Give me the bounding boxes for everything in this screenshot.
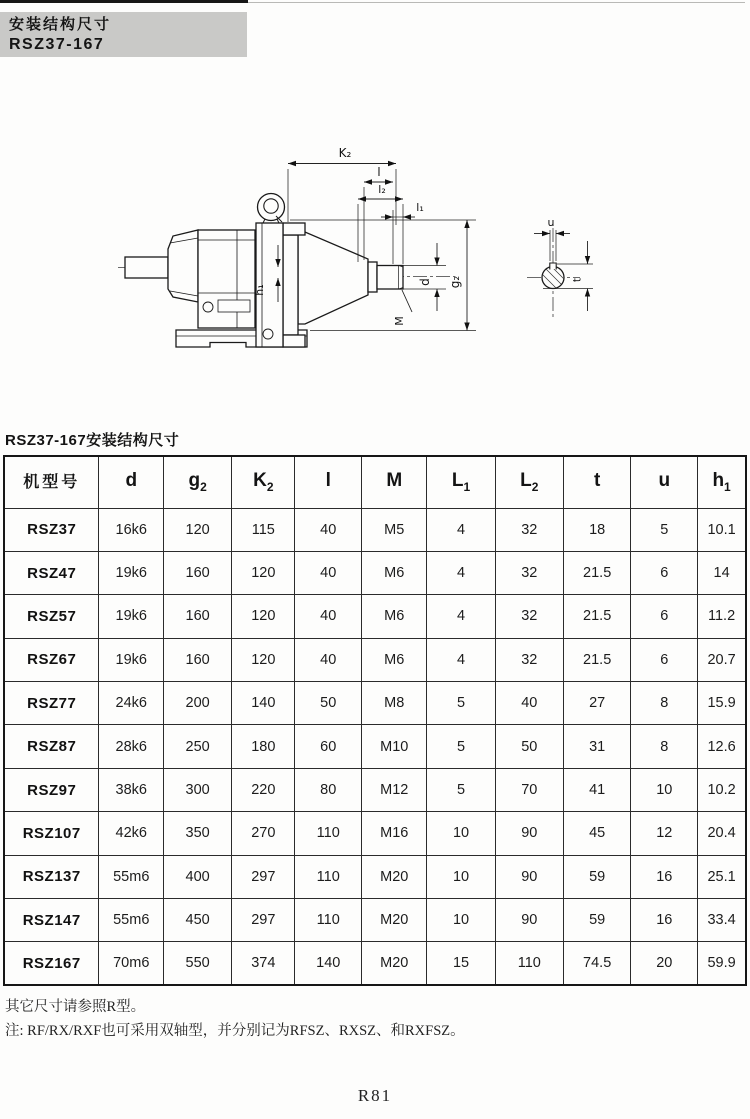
header-symbol: u xyxy=(658,470,671,492)
table-row xyxy=(4,899,746,942)
table-cell: M20 xyxy=(362,899,427,942)
header-subscript: 1 xyxy=(463,480,471,495)
table-cell: M16 xyxy=(362,812,427,855)
table-cell: M8 xyxy=(362,682,427,725)
table-cell: 59 xyxy=(563,899,631,942)
table-cell: M6 xyxy=(362,595,427,638)
header-symbol: K xyxy=(253,470,267,492)
model-cell: RSZ137 xyxy=(4,855,99,898)
table-cell: 32 xyxy=(495,638,563,681)
dim-label-g2: g₂ xyxy=(448,275,462,289)
header-cell xyxy=(563,456,631,508)
table-cell: 31 xyxy=(563,725,631,768)
table-cell: 160 xyxy=(164,551,232,594)
note-reference: 其它尺寸请参照R型。 xyxy=(5,999,146,1015)
header-symbol: d xyxy=(125,470,138,492)
table-cell: 19k6 xyxy=(99,638,164,681)
table-cell: M6 xyxy=(362,638,427,681)
reducer-side-view xyxy=(125,194,403,348)
table-cell: 4 xyxy=(427,595,495,638)
table-cell: 80 xyxy=(295,768,362,811)
table-cell: 21.5 xyxy=(563,595,631,638)
header-symbol: 机型号 xyxy=(23,474,81,492)
table-cell: 33.4 xyxy=(698,899,746,942)
table-cell: 16 xyxy=(631,855,698,898)
table-cell: 4 xyxy=(427,551,495,594)
dim-label-k2: K₂ xyxy=(338,146,352,160)
table-cell: 20.4 xyxy=(698,812,746,855)
table-cell: 59 xyxy=(563,855,631,898)
table-cell: 110 xyxy=(295,812,362,855)
model-cell: RSZ77 xyxy=(4,682,99,725)
table-row xyxy=(4,768,746,811)
table-cell: 10.2 xyxy=(698,768,746,811)
table-cell: 160 xyxy=(164,595,232,638)
table-cell: 6 xyxy=(631,638,698,681)
table-cell: 32 xyxy=(495,508,563,551)
table-row xyxy=(4,595,746,638)
table-cell: 14 xyxy=(698,551,746,594)
table-cell: 300 xyxy=(164,768,232,811)
table-cell: 50 xyxy=(495,725,563,768)
table-cell: 16k6 xyxy=(99,508,164,551)
table-row xyxy=(4,551,746,594)
table-cell: 250 xyxy=(164,725,232,768)
table-cell: 160 xyxy=(164,638,232,681)
header-cell xyxy=(698,456,746,508)
technical-drawing xyxy=(0,128,750,403)
table-cell: 18 xyxy=(563,508,631,551)
header-symbol: L xyxy=(520,470,532,492)
table-cell: 120 xyxy=(232,595,295,638)
table-cell: 10 xyxy=(631,768,698,811)
table-cell: 350 xyxy=(164,812,232,855)
header-cell xyxy=(631,456,698,508)
table-cell: 5 xyxy=(631,508,698,551)
table-cell: 15 xyxy=(427,942,495,985)
table-cell: 4 xyxy=(427,638,495,681)
table-cell: 70m6 xyxy=(99,942,164,985)
table-cell: 270 xyxy=(232,812,295,855)
header-symbol: l xyxy=(325,470,331,492)
table-cell: 8 xyxy=(631,725,698,768)
table-cell: 110 xyxy=(295,855,362,898)
table-cell: 10 xyxy=(427,899,495,942)
table-cell: 400 xyxy=(164,855,232,898)
table-cell: 12 xyxy=(631,812,698,855)
table-title: RSZ37-167安装结构尺寸 xyxy=(5,432,180,449)
table-cell: 10.1 xyxy=(698,508,746,551)
table-cell: 115 xyxy=(232,508,295,551)
table-cell: 32 xyxy=(495,595,563,638)
table-cell: 38k6 xyxy=(99,768,164,811)
table-cell: M20 xyxy=(362,855,427,898)
table-cell: 8 xyxy=(631,682,698,725)
table-cell: 40 xyxy=(295,595,362,638)
table-cell: 120 xyxy=(232,551,295,594)
table-cell: 90 xyxy=(495,899,563,942)
section-header-title: 安装结构尺寸 xyxy=(9,16,112,33)
table-cell: 297 xyxy=(232,899,295,942)
table-cell: 42k6 xyxy=(99,812,164,855)
table-cell: M10 xyxy=(362,725,427,768)
table-cell: 10 xyxy=(427,855,495,898)
header-cell xyxy=(99,456,164,508)
header-cell xyxy=(495,456,563,508)
header-symbol: h xyxy=(712,470,725,492)
table-cell: 45 xyxy=(563,812,631,855)
table-cell: 40 xyxy=(295,508,362,551)
dim-label-u: u xyxy=(547,216,555,229)
table-cell: 4 xyxy=(427,508,495,551)
table-cell: M5 xyxy=(362,508,427,551)
table-cell: 28k6 xyxy=(99,725,164,768)
note-dual-shaft: 注: RF/RX/RXF也可采用双轴型，并分别记为RFSZ、RXSZ、和RXFSZ。 xyxy=(5,1023,465,1039)
header-cell xyxy=(164,456,232,508)
dim-label-l: l xyxy=(377,165,381,179)
section-header-model-range: RSZ37-167 xyxy=(9,35,105,53)
table-cell: 21.5 xyxy=(563,551,631,594)
header-cell xyxy=(362,456,427,508)
table-cell: 297 xyxy=(232,855,295,898)
table-cell: 60 xyxy=(295,725,362,768)
header-symbol: L xyxy=(451,470,464,492)
table-row xyxy=(4,855,746,898)
table-row xyxy=(4,942,746,985)
model-cell: RSZ47 xyxy=(4,551,99,594)
table-row xyxy=(4,508,746,551)
header-subscript: 2 xyxy=(200,480,207,495)
table-row xyxy=(4,682,746,725)
header-subscript: 1 xyxy=(724,480,731,495)
table-cell: 40 xyxy=(295,638,362,681)
table-cell: 110 xyxy=(295,899,362,942)
table-cell: 27 xyxy=(563,682,631,725)
table-cell: 50 xyxy=(295,682,362,725)
table-cell: 10 xyxy=(427,812,495,855)
dim-label-m: M xyxy=(393,316,406,326)
table-cell: 200 xyxy=(164,682,232,725)
table-row xyxy=(4,638,746,681)
model-cell: RSZ167 xyxy=(4,942,99,985)
table-cell: 90 xyxy=(495,855,563,898)
table-cell: 21.5 xyxy=(563,638,631,681)
table-cell: 11.2 xyxy=(698,595,746,638)
dim-label-l1: l₁ xyxy=(416,201,424,214)
table-cell: 15.9 xyxy=(698,682,746,725)
table-cell: 40 xyxy=(295,551,362,594)
table-cell: 5 xyxy=(427,725,495,768)
dimensions-table xyxy=(3,455,747,986)
table-cell: 19k6 xyxy=(99,595,164,638)
table-cell: 16 xyxy=(631,899,698,942)
table-cell: 550 xyxy=(164,942,232,985)
table-cell: 12.6 xyxy=(698,725,746,768)
table-cell: 24k6 xyxy=(99,682,164,725)
header-cell xyxy=(232,456,295,508)
page-number: R81 xyxy=(357,1086,393,1105)
table-cell: 90 xyxy=(495,812,563,855)
table-cell: 120 xyxy=(232,638,295,681)
section-header-box xyxy=(0,12,247,57)
dim-label-t: t xyxy=(571,277,584,283)
table-cell: 32 xyxy=(495,551,563,594)
table-row xyxy=(4,725,746,768)
model-cell: RSZ37 xyxy=(4,508,99,551)
table-row xyxy=(4,812,746,855)
model-cell: RSZ67 xyxy=(4,638,99,681)
table-cell: 20 xyxy=(631,942,698,985)
technical-drawing-area xyxy=(0,128,750,403)
table-cell: 74.5 xyxy=(563,942,631,985)
table-cell: 6 xyxy=(631,551,698,594)
header-cell xyxy=(4,456,99,508)
header-symbol: M xyxy=(386,470,403,492)
table-cell: 140 xyxy=(232,682,295,725)
header-subscript: 2 xyxy=(266,480,274,495)
table-cell: M20 xyxy=(362,942,427,985)
header-cell xyxy=(427,456,495,508)
shaft-section-detail xyxy=(534,230,593,311)
table-cell: 5 xyxy=(427,682,495,725)
table-cell: 6 xyxy=(631,595,698,638)
table-cell: 55m6 xyxy=(99,899,164,942)
dim-label-l2: l₂ xyxy=(378,183,386,196)
table-cell: 220 xyxy=(232,768,295,811)
table-cell: 59.9 xyxy=(698,942,746,985)
table-cell: 374 xyxy=(232,942,295,985)
table-header-row xyxy=(4,456,746,508)
table-cell: M12 xyxy=(362,768,427,811)
header-subscript: 2 xyxy=(531,480,539,495)
table-cell: 180 xyxy=(232,725,295,768)
model-cell: RSZ57 xyxy=(4,595,99,638)
table-cell: 140 xyxy=(295,942,362,985)
table-cell: 55m6 xyxy=(99,855,164,898)
table-cell: 5 xyxy=(427,768,495,811)
header-symbol: t xyxy=(593,470,601,492)
table-cell: 20.7 xyxy=(698,638,746,681)
table-cell: M6 xyxy=(362,551,427,594)
table-cell: 120 xyxy=(164,508,232,551)
table-cell: 450 xyxy=(164,899,232,942)
header-cell xyxy=(295,456,362,508)
page-top-rule xyxy=(0,0,248,3)
header-symbol: g xyxy=(188,470,201,492)
table-cell: 70 xyxy=(495,768,563,811)
table-cell: 40 xyxy=(495,682,563,725)
table-cell: 19k6 xyxy=(99,551,164,594)
model-cell: RSZ107 xyxy=(4,812,99,855)
model-cell: RSZ147 xyxy=(4,899,99,942)
table-cell: 41 xyxy=(563,768,631,811)
table-cell: 25.1 xyxy=(698,855,746,898)
model-cell: RSZ97 xyxy=(4,768,99,811)
dim-label-h1: h₁ xyxy=(253,284,266,296)
model-cell: RSZ87 xyxy=(4,725,99,768)
dim-label-d: d xyxy=(418,278,432,286)
table-cell: 110 xyxy=(495,942,563,985)
